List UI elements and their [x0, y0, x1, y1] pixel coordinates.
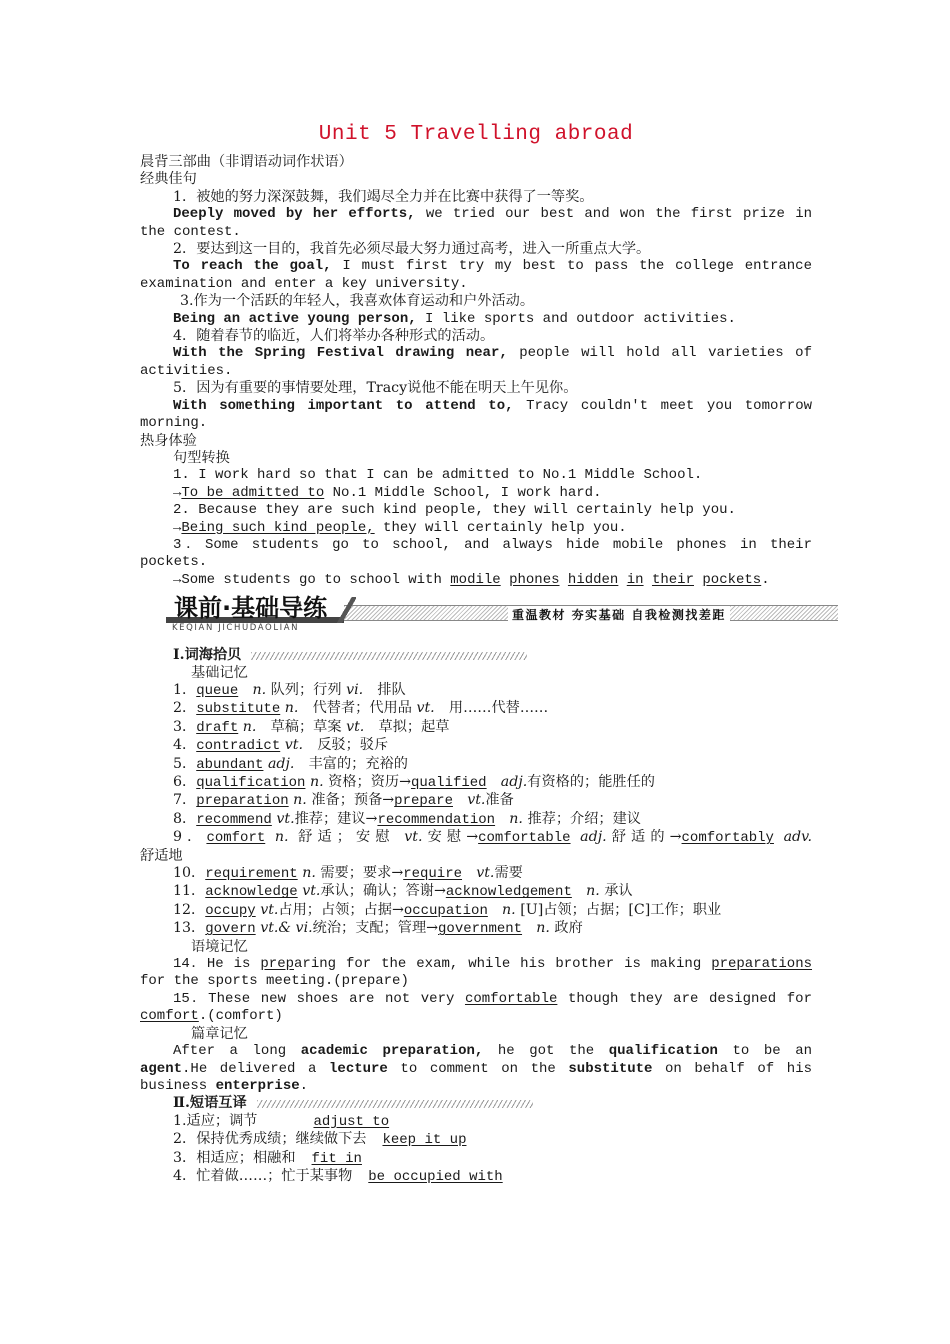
- meaning: 准备；预备: [311, 792, 383, 809]
- pos: adj.: [267, 755, 295, 772]
- pos: n.: [242, 718, 257, 735]
- sentence-2-cn: 2．要达到这一目的，我首先必须尽最大努力通过高考，进入一所重点大学。: [173, 241, 651, 258]
- pos: adj.: [500, 774, 528, 790]
- item-number: 4．: [173, 737, 197, 754]
- item-number: 6．: [173, 774, 197, 790]
- word-item: [140, 682, 812, 700]
- arrow-icon: →: [399, 774, 411, 790]
- word-answer: contradict: [196, 738, 281, 755]
- arrow-icon: →: [365, 810, 378, 827]
- meaning: 草拟；起草: [378, 718, 450, 735]
- passage-text: .: [299, 1077, 309, 1094]
- pos: n.: [284, 700, 299, 717]
- meaning: 有资格的；能胜任的: [527, 774, 655, 790]
- page-title: Unit 5 Travelling abroad: [318, 123, 634, 146]
- word-answer: qualified: [410, 775, 487, 791]
- sentence-4-cont: activities.: [140, 362, 233, 379]
- pos: n.: [586, 883, 600, 900]
- pos: vt.: [284, 737, 303, 754]
- arrow-icon: →: [173, 484, 182, 501]
- banner-pinyin: KEQIAN JICHUDAOLIAN: [172, 623, 300, 634]
- transform-3-answer: →Some students go to school with modile phones hidden in their pockets.: [173, 571, 770, 588]
- arrow-icon: →: [433, 883, 446, 900]
- sentence-5-en: [140, 398, 812, 415]
- passage-text: he got the: [497, 1043, 595, 1060]
- context-14-cont: for the sports meeting.(prepare): [140, 973, 409, 990]
- sentence-3-en: [140, 311, 812, 328]
- transform-2-answer: [140, 520, 812, 537]
- word-answer: recommendation: [377, 811, 496, 828]
- meaning: 占用；占领；占据: [278, 901, 392, 918]
- arrow-icon: →: [173, 519, 182, 536]
- context-text: 14．He is: [173, 956, 251, 973]
- word-answer: comfortably: [681, 830, 774, 847]
- phrase-cn: 4．忙着做……；忙于某事物: [173, 1167, 353, 1184]
- document-page: [140, 122, 812, 1186]
- transform-3-cont: pockets.: [140, 554, 208, 571]
- word-item: [140, 865, 812, 883]
- sentence-1-en: [140, 206, 812, 223]
- sentence-rest: Tracy couldn't meet you tomorrow: [526, 397, 812, 414]
- item-number: 13．: [173, 920, 206, 937]
- pos: adj.: [580, 829, 607, 846]
- meaning: 舒适的: [606, 829, 670, 846]
- answer-rest: they will certainly help you.: [383, 519, 627, 536]
- transform-1: 1. I work hard so that I can be admitted to No.1 Middle School.: [173, 467, 703, 484]
- phrase-answer: adjust to: [313, 1113, 390, 1130]
- meaning: 队列；行列: [270, 681, 342, 698]
- answer-pre: Some students go to school with: [181, 571, 442, 588]
- context-text: .(comfort): [198, 1008, 283, 1025]
- answer-blank: modile: [450, 571, 501, 588]
- transform-1-answer: [140, 485, 812, 502]
- pos: adv.: [783, 829, 812, 846]
- item-number: 11．: [173, 883, 206, 900]
- sentence-bold: Being an active young person,: [173, 310, 417, 327]
- sentence-bold: Deeply moved by her efforts,: [173, 206, 416, 223]
- word-item: [140, 792, 812, 810]
- context-14: [140, 956, 812, 973]
- meaning: 承认: [604, 883, 633, 900]
- passage-answer: substitute: [568, 1060, 653, 1077]
- passage-line-1: [140, 1043, 812, 1060]
- item-number: 2．: [173, 700, 197, 717]
- passage-text: business: [140, 1077, 208, 1094]
- meaning: 舒适；安慰: [298, 829, 395, 846]
- word-answer: occupation: [403, 902, 488, 919]
- item-number: 9．: [173, 829, 207, 846]
- section-label: Ⅱ.短语互译: [173, 1095, 247, 1112]
- meaning: 推荐；介绍；建议: [527, 810, 641, 827]
- pos: vt.: [476, 865, 495, 882]
- pos: vt.: [467, 792, 486, 809]
- pos: n.: [509, 810, 523, 827]
- phrase-item: [140, 1113, 812, 1131]
- word-item: [140, 756, 812, 774]
- transform-3: 3．Some students go to school, and always hide mobile phones in their: [173, 536, 812, 553]
- classic-label: 经典佳句: [140, 171, 197, 188]
- word-item: [140, 737, 812, 755]
- answer-blank: their: [651, 571, 694, 588]
- context-answer: prep: [260, 956, 295, 973]
- sentence-2-cont: examination and enter a key university.: [140, 275, 468, 292]
- pos: vt.& vi.: [260, 920, 313, 937]
- context-answer: preparations: [711, 956, 813, 973]
- context-answer: comfort: [140, 1008, 199, 1025]
- pos: vt.: [276, 810, 295, 827]
- meaning: 推荐；建议: [294, 810, 366, 827]
- section-banner: [136, 593, 846, 635]
- arrow-icon: →: [391, 901, 404, 918]
- meaning: 草稿；草案: [270, 718, 342, 735]
- banner-title: 课前·基础导练: [174, 594, 328, 623]
- pos: n.: [274, 829, 289, 846]
- sentence-5-cn: 5．因为有重要的事情要处理，Tracy说他不能在明天上午见你。: [173, 380, 578, 397]
- answer-blank: phones: [509, 571, 560, 588]
- phrase-item: [140, 1168, 812, 1186]
- pos: vi.: [346, 681, 364, 698]
- item-number: 3．: [173, 718, 197, 735]
- phrase-item: [140, 1131, 812, 1149]
- word-item: [140, 774, 812, 792]
- section-2-heading: [140, 1095, 812, 1112]
- arrow-icon: →: [382, 792, 395, 809]
- word-answer: preparation: [196, 793, 289, 810]
- pos: vt.: [404, 829, 423, 846]
- basic-label: 基础记忆: [191, 664, 248, 681]
- pos: vt.: [302, 883, 321, 900]
- word-answer: requirement: [205, 866, 298, 883]
- phrase-item: [140, 1150, 812, 1168]
- word-item: [140, 902, 812, 920]
- item-number: 5．: [173, 755, 197, 772]
- meaning: 代替者；代用品: [312, 700, 412, 717]
- item-number: 7．: [173, 792, 197, 809]
- meaning: 丰富的；充裕的: [308, 755, 408, 772]
- context-text: aring for the exam, while his brother is making: [294, 956, 702, 973]
- meaning: 排队: [377, 681, 406, 698]
- answer-blank: hidden: [567, 571, 619, 588]
- pos: vt.: [416, 700, 435, 717]
- meaning: 准备: [485, 792, 514, 809]
- word-answer: acknowledgement: [445, 884, 572, 901]
- sentence-rest: I like sports and outdoor activities.: [425, 310, 736, 327]
- pos: n.: [502, 901, 516, 918]
- word-answer: government: [438, 921, 523, 938]
- passage-text: to be an: [732, 1043, 813, 1060]
- sentence-4-cn: 4．随着春节的临近，人们将举办各种形式的活动。: [173, 328, 495, 345]
- phrase-cn: 3．相适应；相融和: [173, 1149, 296, 1166]
- meaning: 需要: [494, 865, 523, 882]
- sentence-4-en: [140, 345, 812, 362]
- context-15: [140, 991, 812, 1008]
- passage-line-2: [140, 1061, 812, 1078]
- passage-text: After a long: [173, 1043, 287, 1060]
- word-item: [140, 719, 812, 737]
- word-item: [140, 920, 812, 938]
- section-1-heading: [140, 647, 812, 664]
- banner-slogan: 重温教材 夯实基础 自我检测找差距: [508, 606, 730, 623]
- passage-answer: academic preparation,: [300, 1043, 484, 1060]
- meaning: 政府: [554, 920, 583, 937]
- phrase-cn: 1.适应；调节: [173, 1112, 258, 1129]
- banner-slash-icon: [336, 597, 356, 623]
- word-item: [140, 700, 812, 718]
- meaning: 资格；资历: [328, 774, 400, 790]
- context-15-cont: [140, 1008, 812, 1025]
- transform-2: 2. Because they are such kind people, they will certainly help you.: [173, 502, 736, 519]
- arrow-icon: →: [391, 865, 404, 882]
- meaning: 反驳；驳斥: [317, 737, 389, 754]
- meaning: 统治；支配；管理: [312, 920, 427, 937]
- pos: vt.: [346, 718, 365, 735]
- hatch-decoration: [251, 652, 527, 660]
- passage-label: 篇章记忆: [191, 1025, 248, 1042]
- meaning: [U]占领；占据；[C]工作；职业: [520, 901, 722, 918]
- meaning: 承认；确认；答谢: [320, 883, 434, 900]
- word-answer: draft: [196, 719, 239, 736]
- sentence-bold: To reach the goal,: [173, 258, 332, 275]
- sentence-3-cn: 3.作为一个活跃的年轻人，我喜欢体育运动和户外活动。: [180, 293, 535, 310]
- word-9-cont: 舒适地: [140, 847, 183, 864]
- morning-heading: 晨背三部曲（非谓语动词作状语）: [140, 154, 353, 170]
- phrase-cn: 2．保持优秀成绩；继续做下去: [173, 1131, 367, 1148]
- arrow-icon: →: [173, 571, 182, 588]
- context-answer: comfortable: [464, 990, 558, 1007]
- word-item: [140, 829, 812, 847]
- meaning: 安慰: [422, 829, 467, 846]
- pos: n.: [536, 920, 550, 937]
- phrase-answer: be occupied with: [368, 1168, 503, 1185]
- phrase-answer: keep it up: [382, 1132, 467, 1149]
- meaning: 用……代替……: [448, 700, 549, 717]
- passage-text: on behalf of his: [665, 1060, 812, 1077]
- item-number: 12．: [173, 901, 206, 918]
- word-answer: comfortable: [478, 830, 571, 847]
- sentence-rest: people will hold all varieties of: [519, 345, 812, 362]
- arrow-icon: →: [426, 920, 439, 937]
- pos: n.: [302, 865, 316, 882]
- context-text: 15．These new shoes are not very: [173, 990, 455, 1007]
- hatch-decoration: [257, 1100, 533, 1108]
- pos: n.: [252, 681, 267, 698]
- transform-label: 句型转换: [173, 449, 230, 466]
- word-answer: substitute: [196, 701, 281, 718]
- passage-answer: qualification: [608, 1043, 718, 1060]
- pos: n.: [293, 792, 307, 809]
- word-answer: qualification: [196, 775, 306, 791]
- item-number: 10．: [173, 865, 206, 882]
- answer-rest: No.1 Middle School, I work hard.: [332, 484, 602, 501]
- word-answer: occupy: [205, 902, 256, 919]
- passage-answer: agent: [140, 1060, 183, 1077]
- word-answer: comfort: [206, 830, 266, 847]
- context-label: 语境记忆: [191, 938, 248, 955]
- warmup-label: 热身体验: [140, 432, 197, 449]
- pos: vt.: [260, 901, 279, 918]
- phrase-answer: fit in: [311, 1150, 362, 1167]
- passage-text: .He delivered a: [182, 1060, 317, 1077]
- sentence-2-en: [140, 258, 812, 275]
- meaning: 需要；要求: [320, 865, 392, 882]
- passage-text: to comment on the: [400, 1060, 556, 1077]
- passage-answer: lecture: [329, 1060, 388, 1077]
- answer-blank: To be admitted to: [181, 484, 325, 501]
- answer-blank: in: [626, 571, 644, 588]
- word-answer: require: [403, 866, 463, 883]
- sentence-bold: With something important to attend to,: [173, 397, 514, 414]
- sentence-rest: I must first try my best to pass the college entrance: [342, 258, 812, 275]
- word-answer: govern: [205, 921, 256, 938]
- answer-blank: Being such kind people,: [181, 519, 375, 536]
- word-answer: recommend: [196, 811, 272, 828]
- word-answer: abundant: [196, 756, 264, 773]
- sentence-1-cn: 1．被她的努力深深鼓舞，我们竭尽全力并在比赛中获得了一等奖。: [173, 188, 594, 205]
- word-answer: acknowledge: [205, 884, 298, 901]
- sentence-bold: With the Spring Festival drawing near,: [173, 345, 508, 362]
- item-number: 1．: [173, 681, 197, 698]
- passage-line-3: [140, 1078, 812, 1095]
- sentence-rest: we tried our best and won the first prize in: [425, 206, 812, 223]
- arrow-icon: →: [466, 829, 479, 846]
- word-answer: queue: [196, 682, 239, 699]
- sentence-5-cont: morning.: [140, 415, 208, 432]
- passage-answer: enterprise: [215, 1077, 300, 1094]
- word-item: [140, 883, 812, 901]
- section-label: Ⅰ.词海拾贝: [173, 647, 242, 664]
- word-item: [140, 811, 812, 829]
- arrow-icon: →: [669, 829, 682, 846]
- answer-blank: pockets: [702, 571, 762, 588]
- sentence-1-cont: the contest.: [140, 223, 241, 240]
- context-text: though they are designed for: [567, 990, 812, 1007]
- item-number: 8．: [173, 810, 197, 827]
- pos: n.: [309, 774, 324, 790]
- word-answer: prepare: [394, 793, 453, 810]
